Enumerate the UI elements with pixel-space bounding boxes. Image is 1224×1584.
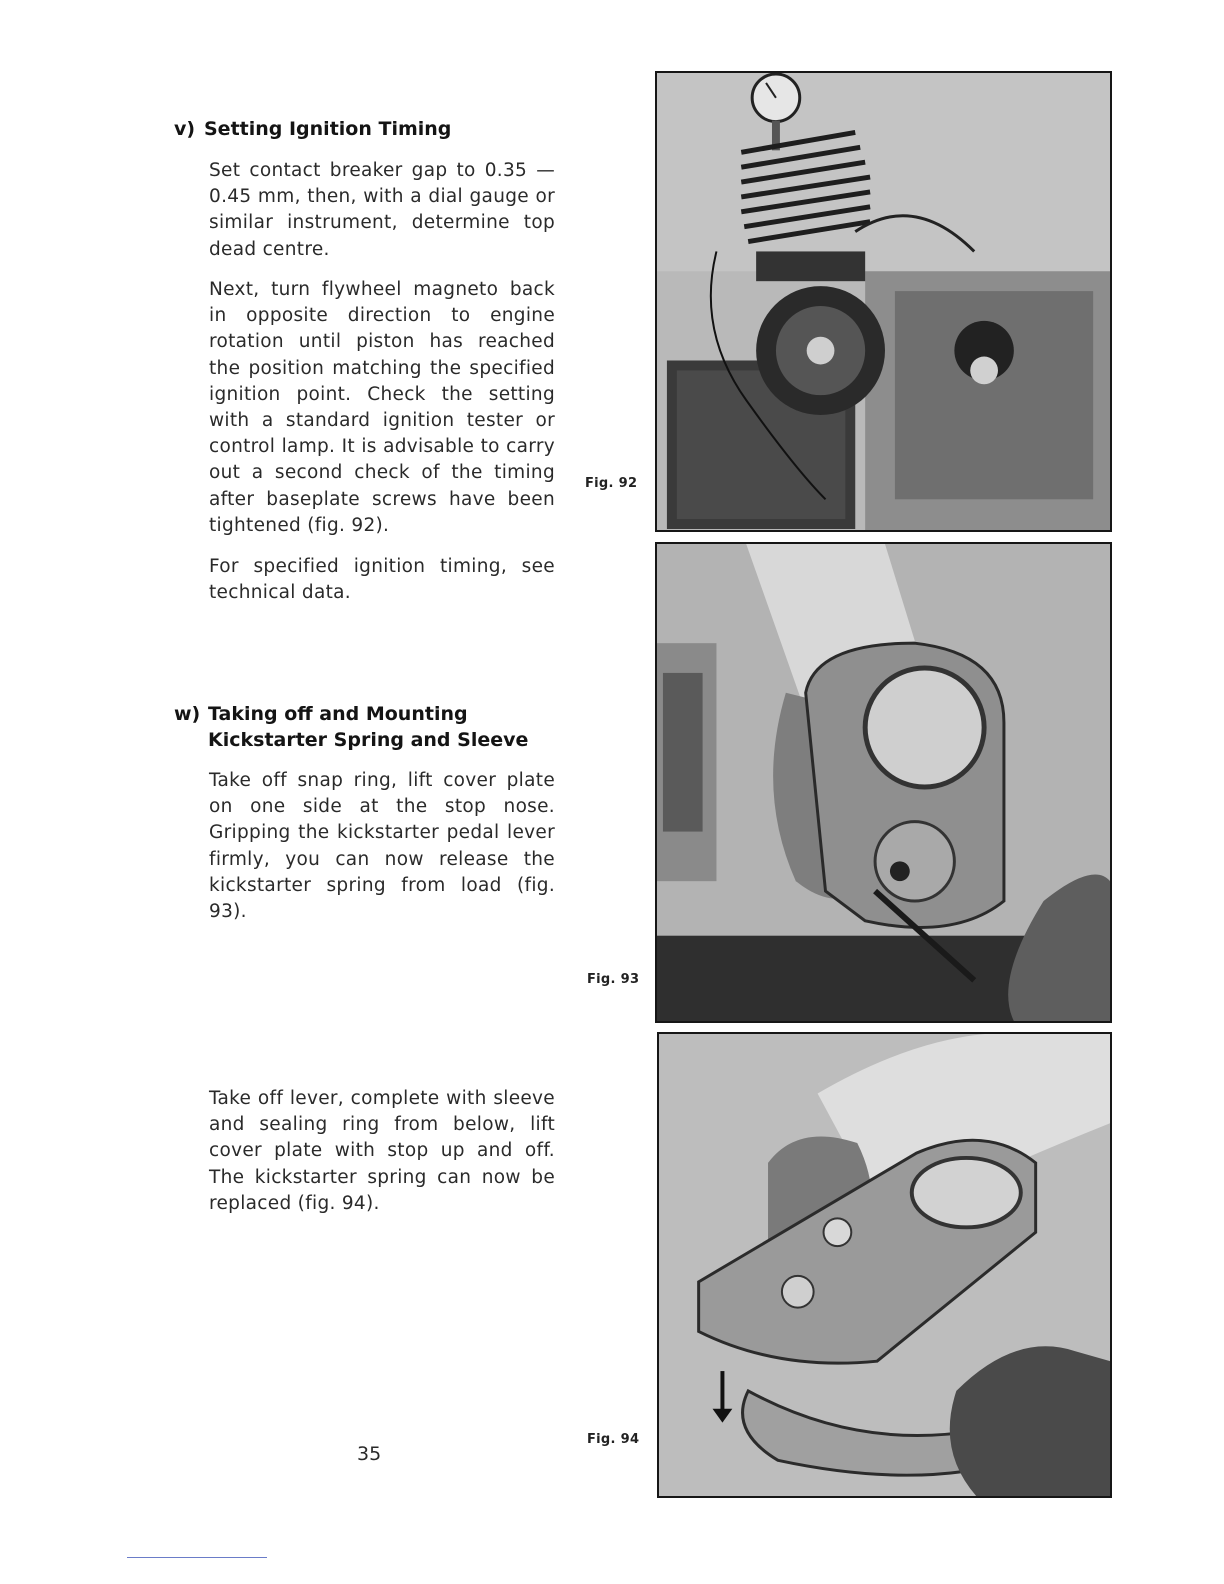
section-w-heading: [174, 701, 574, 753]
page-number: 35: [357, 1443, 382, 1465]
fig-92-label: Fig. 92: [585, 476, 638, 491]
section-w-label: w): [174, 703, 201, 725]
section-w-paragraph-2: Take off lever, complete with sleeve and sealing ring from below, lift cover plate with stop up and off. The kickstarter spring can now be replaced (fig. 94).: [209, 1088, 555, 1214]
section-v-heading: [174, 116, 574, 142]
section-v-paragraph-2: Next, turn flywheel magneto back in opposite direction to engine rotation until piston has reached the position matching the specified ignition point. Check the setting with a standard ignition tester or control lamp. It is advisable to carry out a second check of the timing after baseplate screws have been tightened (fig. 92).: [209, 279, 555, 536]
section-v-paragraph-1: Set contact breaker gap to 0.35 — 0.45 mm, then, with a dial gauge or similar instrument, determine top dead centre.: [209, 160, 555, 260]
section-w-paragraph-1: Take off snap ring, lift cover plate on one side at the stop nose. Gripping the kickstarter pedal lever firmly, you can now release the kickstarter spring from load (fig. 93).: [209, 770, 555, 923]
fig-93-label: Fig. 93: [587, 972, 640, 987]
fig-94-photo: [657, 1032, 1112, 1498]
footer-line: [127, 1557, 267, 1558]
section-v-label: v): [174, 118, 196, 140]
kickstarter-cover-hand-illustration: [657, 544, 1110, 1021]
cover-plate-removal-illustration: [659, 1034, 1110, 1496]
section-v-title: Setting Ignition Timing: [204, 118, 452, 140]
section-v-paragraph-3: For specified ignition timing, see technical data.: [209, 556, 555, 604]
fig-92-photo: [655, 71, 1112, 532]
section-w-title: Taking off and Mounting Kickstarter Spring and Sleeve: [208, 703, 529, 751]
fig-94-label: Fig. 94: [587, 1432, 640, 1447]
fig-93-photo: [655, 542, 1112, 1023]
engine-dial-gauge-illustration: [657, 73, 1110, 530]
